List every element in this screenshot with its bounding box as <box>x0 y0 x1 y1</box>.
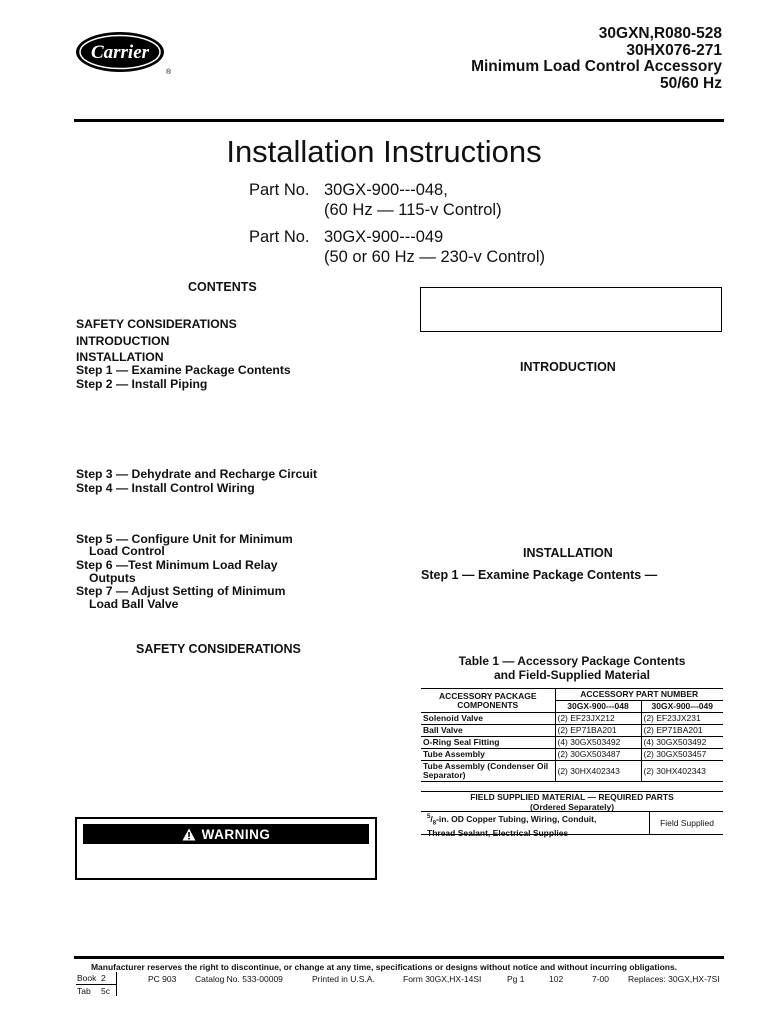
tab-value: 5c <box>101 986 110 996</box>
table-row: Solenoid Valve (2) EF23JX212 (2) EF23JX231 <box>421 713 723 725</box>
part-number: 30GX-900---048, <box>324 181 448 199</box>
carrier-logo <box>74 30 170 74</box>
part-description: (50 or 60 Hz — 230-v Control) <box>324 248 546 266</box>
toc-item[interactable]: Step 6 —Test Minimum Load Relay <box>76 558 278 572</box>
toc-item[interactable]: Step 2 — Install Piping <box>76 377 208 391</box>
col-header-049: 30GX-900---049 <box>641 701 723 713</box>
col-header-partnum: ACCESSORY PART NUMBER <box>555 689 723 701</box>
footer-printed: Printed in U.S.A. <box>312 974 375 984</box>
bottom-rule <box>74 956 724 959</box>
introduction-heading: INTRODUCTION <box>520 360 616 374</box>
step1-heading: Step 1 — Examine Package Contents — <box>421 568 658 582</box>
disclaimer: Manufacturer reserves the right to discontinue, or change at any time, specifications or designs without notice and without incurring obligations. <box>90 962 678 972</box>
toc-item-continued[interactable]: Load Ball Valve <box>89 597 179 611</box>
toc-item[interactable]: INTRODUCTION <box>76 334 170 348</box>
part-number: 30GX-900---049 <box>324 228 444 246</box>
field-supplied-row <box>421 811 723 839</box>
table-row: Tube Assembly (2) 30GX503487 (2) 30GX503457 <box>421 749 723 761</box>
warning-triangle-icon <box>182 828 196 841</box>
toc-item[interactable]: SAFETY CONSIDERATIONS <box>76 317 237 331</box>
footer-number: 102 <box>549 974 564 984</box>
footer-form: Form 30GX,HX-14SI <box>403 974 482 984</box>
document-header <box>471 26 722 92</box>
part-number-2 <box>249 227 545 267</box>
table-title: Table 1 — Accessory Package Contents and Field-Supplied Material <box>458 654 686 682</box>
footer-catalog: Catalog No. 533-00009 <box>195 974 283 984</box>
field-supplied-heading: FIELD SUPPLIED MATERIAL — REQUIRED PARTS (Ordered Separately) <box>421 791 723 812</box>
product-name: Minimum Load Control Accessory <box>471 58 722 75</box>
tab-label: Tab <box>77 986 91 996</box>
part-description: (60 Hz — 115-v Control) <box>324 201 502 219</box>
footer-replaces: Replaces: 30GX,HX-7SI <box>628 974 720 984</box>
warning-box <box>75 817 377 880</box>
top-rule <box>74 119 724 122</box>
table-row: Tube Assembly (Condenser Oil Separator) (2) 30HX402343 (2) 30HX402343 <box>421 761 723 782</box>
frequency: 50/60 Hz <box>659 74 722 92</box>
book-tab-divider <box>76 984 116 985</box>
svg-text:®: ® <box>166 69 172 76</box>
toc-item[interactable]: Step 5 — Configure Unit for Minimum <box>76 532 293 546</box>
safety-heading: SAFETY CONSIDERATIONS <box>136 642 301 656</box>
toc-item[interactable]: Step 1 — Examine Package Contents <box>76 363 291 377</box>
book-value: 2 <box>101 973 106 983</box>
toc-item[interactable]: INSTALLATION <box>76 350 164 364</box>
field-supplied-description: $^5/_8-in$. OD Copper Tubing, Wiring, Conduit, Thread Sealant, Electrical Supplies <box>427 813 597 839</box>
toc-item[interactable]: Step 7 — Adjust Setting of Minimum <box>76 584 286 598</box>
footer-pc: PC 903 <box>148 974 177 984</box>
col-header-048: 30GX-900---048 <box>555 701 641 713</box>
toc-item-continued[interactable]: Outputs <box>89 571 136 585</box>
contents-heading: CONTENTS <box>188 280 257 294</box>
warning-banner <box>83 824 369 844</box>
book-label: Book <box>77 973 97 983</box>
page-title: Installation Instructions <box>226 134 542 169</box>
part-number-1 <box>249 180 502 220</box>
toc-item[interactable]: Step 4 — Install Control Wiring <box>76 481 255 495</box>
table-row: Ball Valve (2) EP71BA201 (2) EP71BA201 <box>421 725 723 737</box>
field-supplied-value: Field Supplied <box>649 812 724 834</box>
warning-label: WARNING <box>201 826 271 842</box>
accessory-table <box>421 688 723 782</box>
svg-text:Carrier: Carrier <box>90 42 150 63</box>
table-row: O-Ring Seal Fitting (4) 30GX503492 (4) 30GX503492 <box>421 737 723 749</box>
footer-page: Pg 1 <box>507 974 525 984</box>
part-label: Part No. <box>249 181 310 199</box>
part-label: Part No. <box>249 228 310 246</box>
model-line-1: 30GXN,R080-528 <box>598 25 722 42</box>
installation-heading: INSTALLATION <box>523 546 613 560</box>
col-header-components: ACCESSORY PACKAGE COMPONENTS <box>438 690 537 710</box>
footer-date: 7-00 <box>592 974 610 984</box>
notice-box <box>420 287 722 332</box>
toc-item-continued[interactable]: Load Control <box>89 544 165 558</box>
model-line-2: 30HX076-271 <box>626 41 722 59</box>
toc-item[interactable]: Step 3 — Dehydrate and Recharge Circuit <box>76 467 318 481</box>
